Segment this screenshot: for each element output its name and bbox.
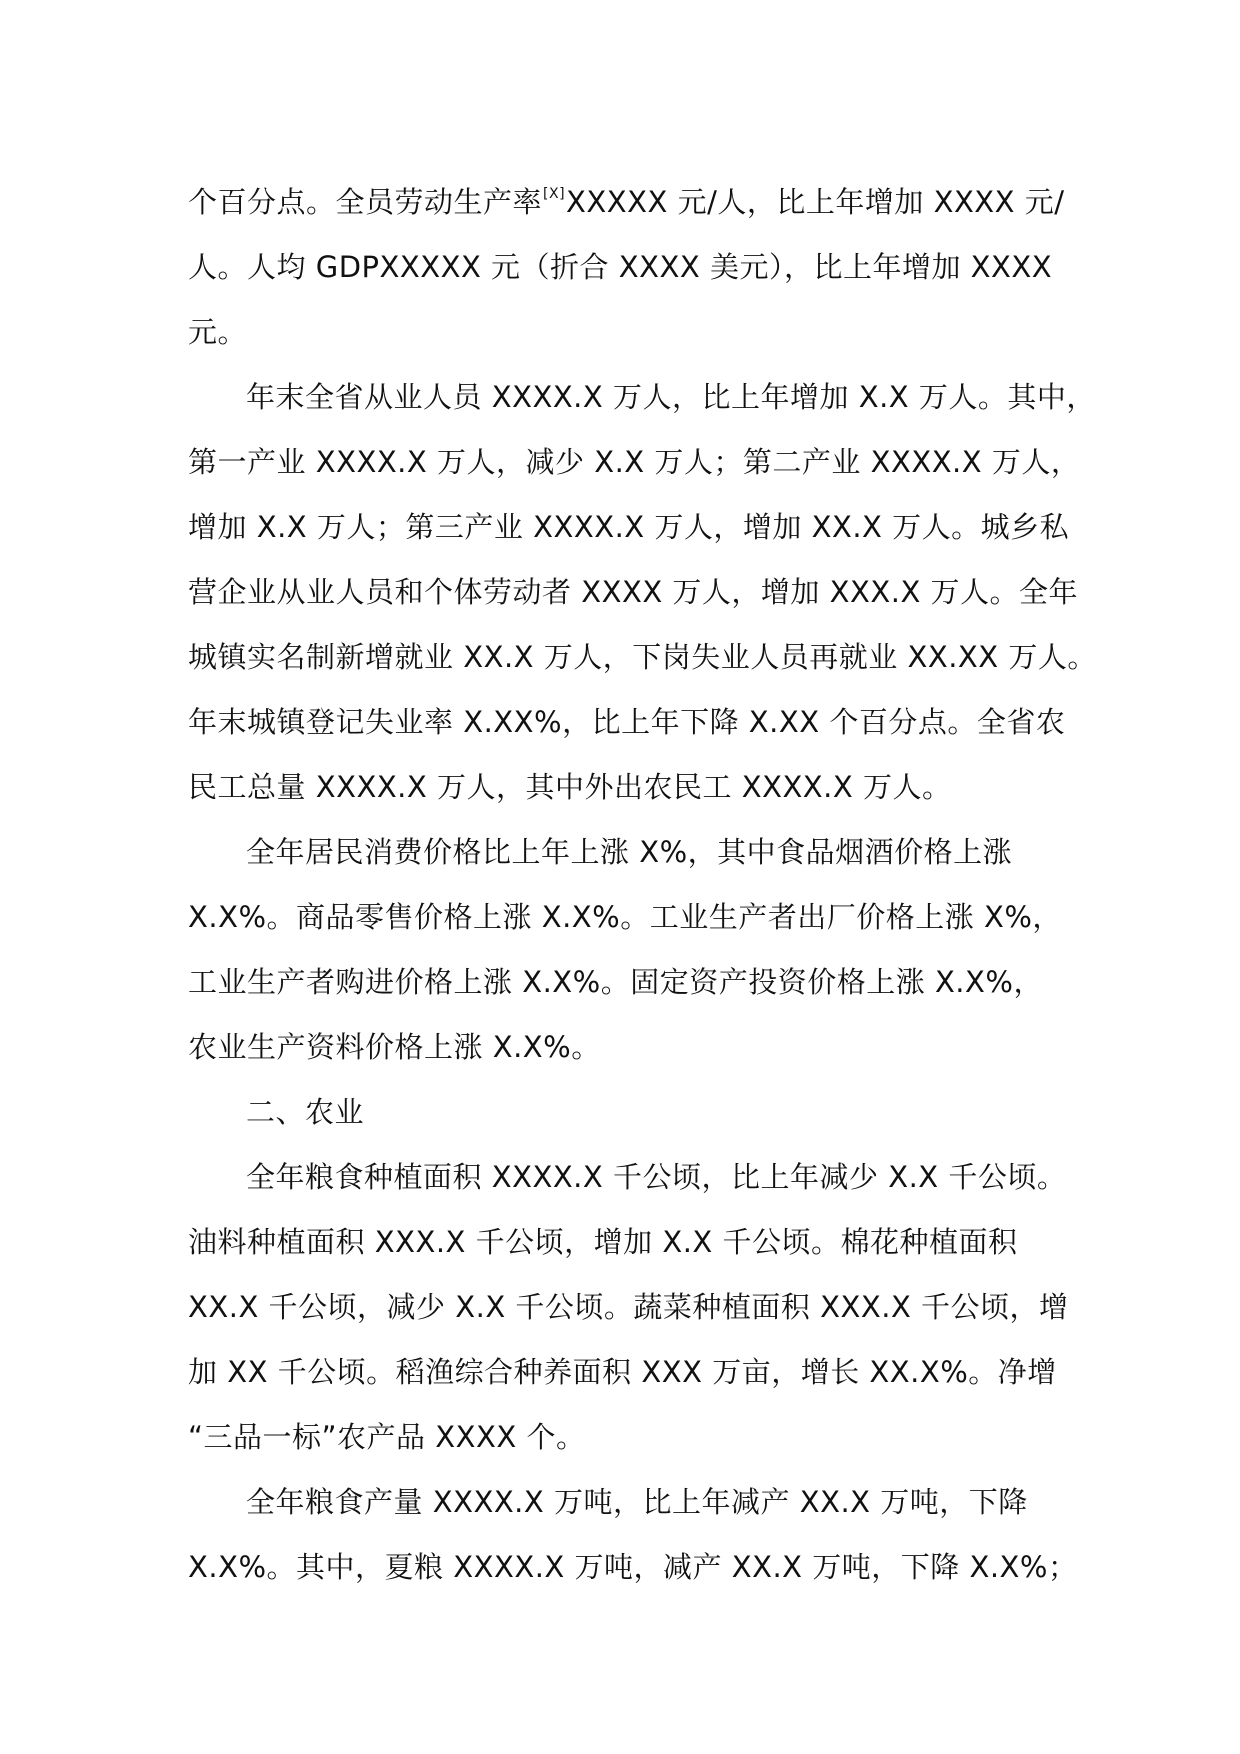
text-line: 全年粮食种植面积 XXXX.X 千公顷，比上年减少 X.X 千公顷。 (246, 1160, 1067, 1194)
text-line: 年末城镇登记失业率 X.XX%，比上年下降 X.XX 个百分点。全省农 (188, 705, 1066, 739)
section-heading (188, 1080, 1068, 1145)
text-line: 年末全省从业人员 XXXX.X 万人，比上年增加 X.X 万人。其中， (246, 380, 1096, 414)
paragraph (188, 170, 1068, 365)
document-body (188, 170, 1097, 1600)
paragraph (188, 820, 1068, 1080)
text-line: 全年粮食产量 XXXX.X 万吨，比上年减产 XX.X 万吨，下降 (246, 1485, 1028, 1519)
text-line: 全年居民消费价格比上年上涨 X%，其中食品烟酒价格上涨 (246, 835, 1013, 869)
text-line: 民工总量 XXXX.X 万人，其中外出农民工 XXXX.X 万人。 (188, 770, 952, 804)
text-line: 元。 (188, 315, 248, 349)
text-line: 增加 X.X 万人；第三产业 XXXX.X 万人，增加 XX.X 万人。城乡私 (188, 510, 1070, 544)
text-line: 农业生产资料价格上涨 X.X%。 (188, 1030, 601, 1064)
text-line: 营企业从业人员和个体劳动者 XXXX 万人，增加 XXX.X 万人。全年 (188, 575, 1079, 609)
text-line: X.X%。商品零售价格上涨 X.X%。工业生产者出厂价格上涨 X%， (188, 900, 1062, 934)
paragraph (188, 365, 1097, 820)
footnote-marker: [X] (543, 186, 566, 202)
text-line: 油料种植面积 XXX.X 千公顷，增加 X.X 千公顷。棉花种植面积 (188, 1225, 1018, 1259)
text-line: 加 XX 千公顷。稻渔综合种养面积 XXX 万亩，增长 XX.X%。净增 (188, 1355, 1057, 1389)
section-heading-text: 二、农业 (246, 1095, 365, 1129)
text-line: 人。人均 GDPXXXXX 元（折合 XXXX 美元），比上年增加 XXXX (188, 250, 1053, 284)
text-line: 第一产业 XXXX.X 万人，减少 X.X 万人；第二产业 XXXX.X 万人， (188, 445, 1081, 479)
text-run: XXXXX 元/人，比上年增加 XXXX 元/ (566, 185, 1065, 219)
text-line: 工业生产者购进价格上涨 X.X%。固定资产投资价格上涨 X.X%， (188, 965, 1043, 999)
text-line: XX.X 千公顷，减少 X.X 千公顷。蔬菜种植面积 XXX.X 千公顷，增 (188, 1290, 1069, 1324)
text-line: “三品一标”农产品 XXXX 个。 (188, 1420, 586, 1454)
text-line: 城镇实名制新增就业 XX.X 万人，下岗失业人员再就业 XX.XX 万人。 (188, 640, 1097, 674)
paragraph (188, 1145, 1068, 1470)
text-line (188, 170, 1068, 235)
text-run: 个百分点。全员劳动生产率 (188, 185, 543, 219)
paragraph (188, 1470, 1078, 1600)
text-line: X.X%。其中，夏粮 XXXX.X 万吨，减产 XX.X 万吨，下降 X.X%； (188, 1550, 1078, 1584)
